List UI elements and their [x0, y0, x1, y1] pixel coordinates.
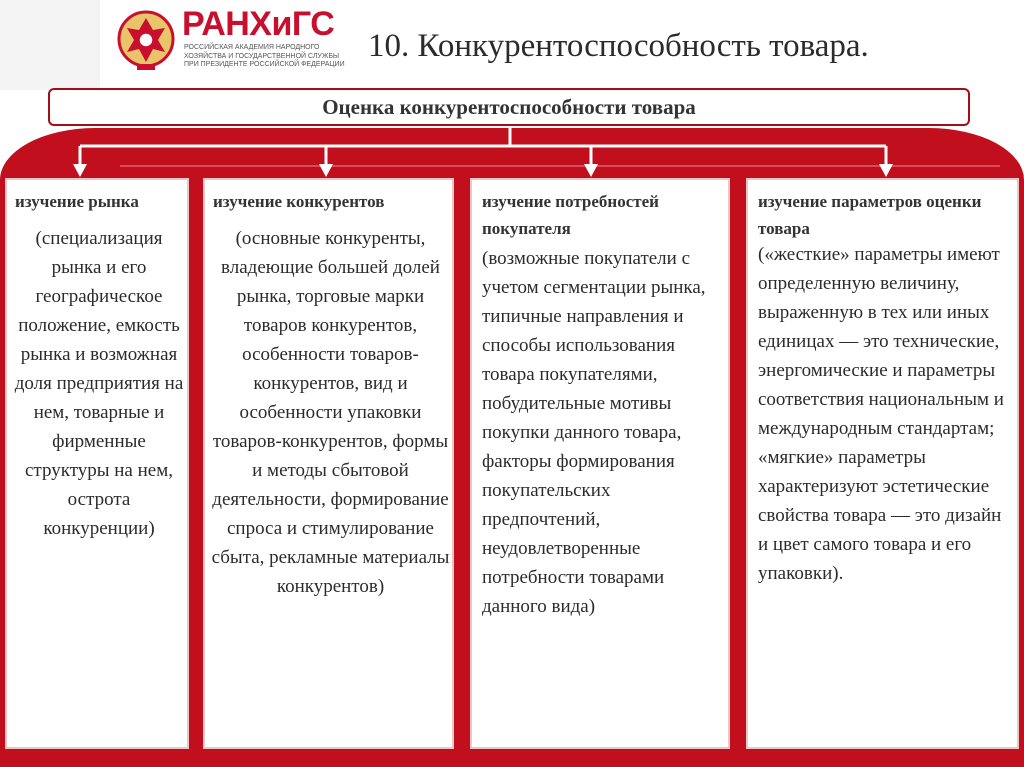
header-left-stripe	[0, 0, 100, 90]
column-heading: изучение потребностей покупателя	[482, 192, 659, 238]
logo	[110, 2, 350, 80]
logo-name: РАНХиГС	[182, 5, 335, 43]
column-buyer-needs-study	[470, 178, 730, 749]
column-body: (специализация рынка и его географическое положение, емкость рынка и возможная доля предприятия на нем, товарные и фирменные структуры на нем, острота конкуренции)	[14, 228, 184, 539]
column-competitor-study	[203, 178, 454, 749]
column-body: (возможные покупатели с учетом сегментации рынка, типичные направления и способы использования товара покупателями, побудительные мотивы покупки данного товара, факторы формирования покупательских предпочтений, неудовлетворенные потребности товарами данного вида)	[482, 248, 706, 617]
column-body: (основные конкуренты, владеющие большей долей рынка, торговые марки товаров конкурентов, особенности товаров-конкурентов, вид и особенности упаковки товаров-конкурентов, формы и методы сбытовой деятельности, формирование спроса и стимулирование сбыта, рекламные материалы конкурентов)	[211, 228, 450, 597]
state-emblem-icon	[115, 4, 177, 74]
column-market-study	[5, 178, 189, 749]
column-product-parameters-study	[746, 178, 1019, 749]
column-body: («жесткие» параметры имеют определенную величину, выраженную в тех или иных единицах — это технические, энергомические и параметры соответствия национальным и международным стандартам; «мягкие» параметры характеризуют эстетические свойства товара — это дизайн и цвет самого товара и его упаковки).	[758, 244, 1004, 584]
column-heading: изучение параметров оценки товара	[758, 192, 982, 238]
main-box: Оценка конкурентоспособности товара	[48, 88, 970, 126]
column-heading: изучение рынка	[15, 192, 139, 211]
slide-title: 10. Конкурентоспособность товара.	[368, 28, 869, 64]
column-heading: изучение конкурентов	[213, 192, 385, 211]
logo-subtitle: РОССИЙСКАЯ АКАДЕМИЯ НАРОДНОГО ХОЗЯЙСТВА И ГОСУДАРСТВЕННОЙ СЛУЖБЫ ПРИ ПРЕЗИДЕНТЕ РОССИЙСКОЙ ФЕДЕРАЦИИ	[184, 44, 345, 68]
decorative-line	[120, 165, 1000, 167]
